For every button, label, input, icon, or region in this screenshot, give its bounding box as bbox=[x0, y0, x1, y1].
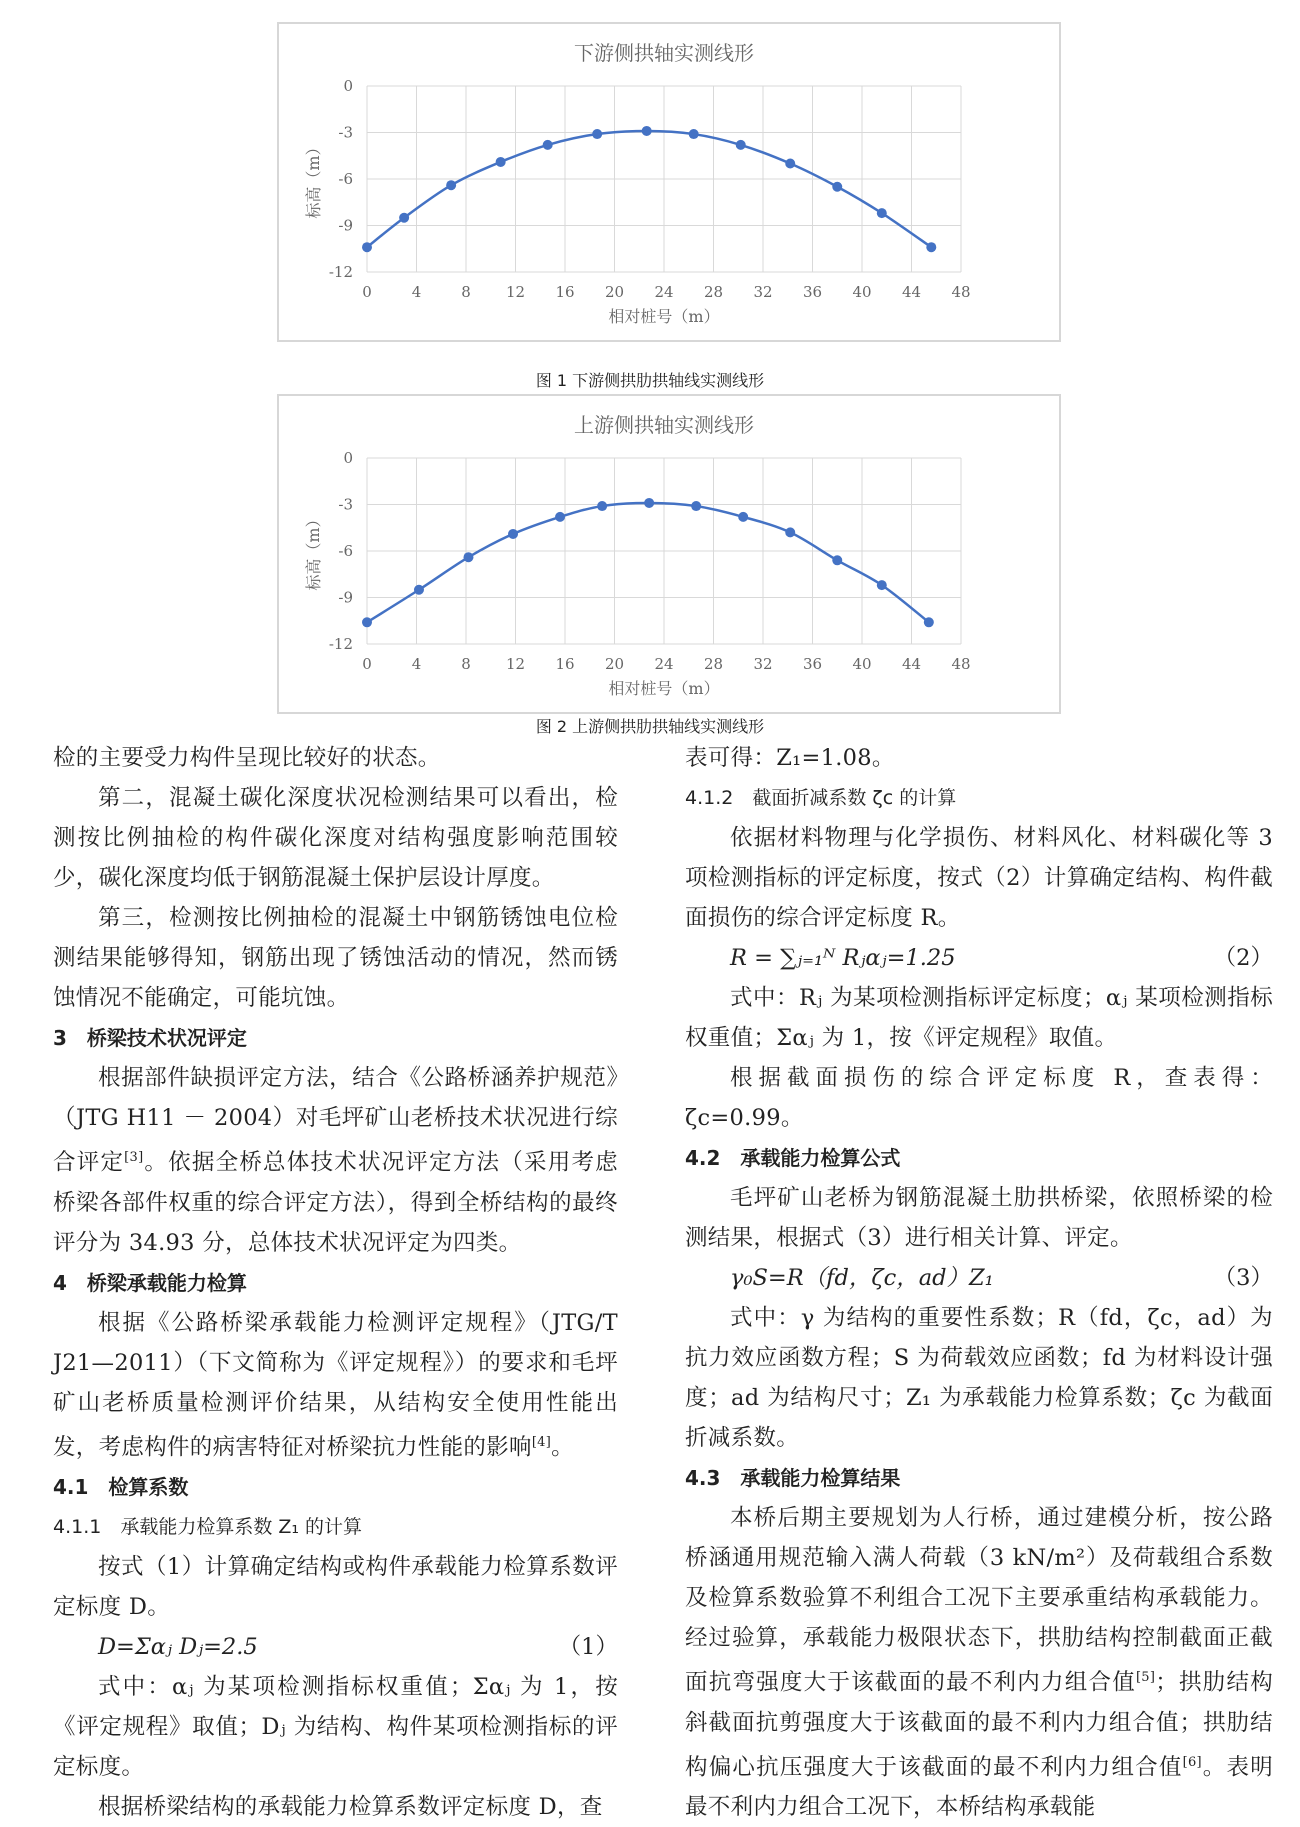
data-point bbox=[463, 552, 473, 562]
heading-text: 4.3 承载能力检算结果 bbox=[685, 1466, 901, 1490]
data-point bbox=[924, 617, 934, 627]
citation-ref: [5] bbox=[1135, 1670, 1156, 1685]
citation-ref: [3] bbox=[124, 1150, 144, 1165]
x-tick-label: 36 bbox=[802, 655, 823, 673]
y-tick-label: -12 bbox=[328, 263, 353, 281]
citation-ref: [4] bbox=[531, 1434, 552, 1450]
citation-ref: [6] bbox=[1182, 1754, 1202, 1770]
y-tick-label: -6 bbox=[338, 542, 353, 560]
x-tick-label: 28 bbox=[703, 283, 724, 301]
paragraph-text: 式中：γ 为结构的重要性系数；R（fd，ζc，ad）为抗力效应函数方程；S 为荷载效应函数；fd 为材料设计强度；ad 为结构尺寸；Z₁ 为承载能力检算系数；ζc 为截面折减系数。 bbox=[685, 1305, 1273, 1451]
data-point bbox=[877, 208, 887, 218]
x-tick-label: 28 bbox=[703, 655, 724, 673]
paragraph-text: 第三，检测按比例抽检的混凝土中钢筋锈蚀电位检测结果能够得知，钢筋出现了锈蚀活动的情况，然而锈蚀情况不能确定，可能坑蚀。 bbox=[53, 905, 618, 1011]
x-tick-label: 20 bbox=[604, 655, 625, 673]
paragraph-text: 。表明最不利内力组合工况下，本桥结构承载能 bbox=[685, 1754, 1273, 1820]
figure-1-caption: 图 1 下游侧拱肋拱轴线实测线形 bbox=[535, 371, 765, 390]
x-tick-label: 36 bbox=[802, 283, 823, 301]
chart-title: 下游侧拱轴实测线形 bbox=[574, 41, 754, 65]
data-point bbox=[785, 527, 795, 537]
data-point bbox=[543, 140, 553, 150]
x-tick-label: 44 bbox=[901, 283, 922, 301]
data-point bbox=[496, 157, 506, 167]
paragraph-text: ；拱肋结构斜截面抗剪强度大于该截面的最不利内力组合值；拱肋结构偏心抗压强度大于该截面的最不利内力组合值 bbox=[685, 1669, 1273, 1780]
figure-2-caption: 图 2 上游侧拱肋拱轴线实测线形 bbox=[535, 717, 765, 736]
paragraph-text: 检的主要受力构件呈现比较好的状态。 bbox=[53, 745, 441, 771]
heading-text: 4 桥梁承载能力检算 bbox=[53, 1270, 247, 1295]
x-tick-label: 40 bbox=[852, 655, 872, 673]
x-tick-label: 32 bbox=[753, 655, 773, 673]
paragraph bbox=[53, 1787, 618, 1827]
x-tick-label: 44 bbox=[901, 655, 922, 673]
equation bbox=[53, 1627, 618, 1667]
chart-title: 上游侧拱轴实测线形 bbox=[574, 413, 754, 437]
equation-number: （1） bbox=[558, 1634, 618, 1660]
y-tick-label: -12 bbox=[328, 635, 353, 653]
x-tick-label: 24 bbox=[654, 655, 674, 673]
data-point bbox=[508, 529, 518, 539]
x-tick-label: 40 bbox=[852, 283, 872, 301]
paragraph bbox=[685, 1178, 1273, 1258]
x-axis-label: 相对桩号（m） bbox=[608, 679, 720, 698]
paragraph-text: 表可得：Z₁=1.08。 bbox=[685, 745, 895, 771]
x-axis-label: 相对桩号（m） bbox=[608, 307, 720, 326]
data-point bbox=[832, 555, 842, 565]
equation-body: γ₀S=R（fd，ζc，ad）Z₁ bbox=[730, 1265, 994, 1291]
data-point bbox=[877, 580, 887, 590]
data-point bbox=[738, 512, 748, 522]
paragraph-text: 毛坪矿山老桥为钢筋混凝土肋拱桥梁，依照桥梁的检测结果，根据式（3）进行相关计算、评定。 bbox=[685, 1185, 1273, 1251]
paragraph bbox=[53, 1667, 618, 1787]
left-text-column bbox=[53, 738, 618, 1827]
paragraph-text: 式中：αⱼ 为某项检测指标权重值；Σαⱼ 为 1，按《评定规程》取值；Dⱼ 为结构、构件某项检测指标的评定标度。 bbox=[53, 1674, 618, 1780]
paragraph bbox=[53, 738, 618, 778]
heading-text: 4.1.2 截面折减系数 ζc 的计算 bbox=[685, 787, 957, 809]
heading-text: 4.2 承载能力检算公式 bbox=[685, 1146, 901, 1170]
y-tick-label: 0 bbox=[343, 449, 353, 467]
paragraph bbox=[53, 1058, 618, 1263]
y-tick-label: -9 bbox=[338, 216, 353, 235]
data-point bbox=[362, 617, 372, 627]
y-tick-label: -3 bbox=[338, 495, 353, 514]
equation-body: R = ∑ⱼ₌₁ᴺ Rⱼαⱼ=1.25 bbox=[730, 945, 956, 971]
heading-text: 4.1 检算系数 bbox=[53, 1475, 189, 1499]
heading-text: 4.1.1 承载能力检算系数 Z₁ 的计算 bbox=[53, 1516, 363, 1538]
paragraph-text: 根据部件缺损评定方法，结合《公路桥涵养护规范》（JTG H11 － 2004）对毛坪矿山老桥技术状况进行综合评定 bbox=[53, 1065, 618, 1176]
data-point bbox=[555, 512, 565, 522]
paragraph bbox=[685, 738, 1273, 778]
heading-text: 3 桥梁技术状况评定 bbox=[53, 1026, 247, 1050]
x-tick-label: 16 bbox=[555, 283, 575, 301]
chart-1-svg bbox=[279, 24, 1059, 340]
paragraph-text: 式中：Rⱼ 为某项检测指标评定标度；αⱼ 某项检测指标权重值；Σαⱼ 为 1，按《评定规程》取值。 bbox=[685, 985, 1273, 1051]
x-tick-label: 48 bbox=[951, 655, 971, 673]
paragraph-text: 依据材料物理与化学损伤、材料风化、材料碳化等 3 项检测指标的评定标度，按式（2）计算确定结构、构件截面损伤的综合评定标度 R。 bbox=[685, 825, 1273, 931]
data-point bbox=[592, 129, 602, 139]
paragraph-text: 按式（1）计算确定结构或构件承载能力检算系数评定标度 D。 bbox=[53, 1554, 618, 1620]
data-point bbox=[689, 129, 699, 139]
section-heading bbox=[53, 1018, 618, 1058]
x-tick-label: 12 bbox=[505, 655, 526, 673]
section-heading bbox=[53, 1507, 618, 1547]
paragraph bbox=[685, 978, 1273, 1058]
x-tick-label: 8 bbox=[461, 655, 471, 673]
x-tick-label: 0 bbox=[362, 655, 372, 673]
paragraph bbox=[685, 1498, 1273, 1827]
paragraph-text: 根据桥梁结构的承载能力检算系数评定标度 D，查 bbox=[98, 1794, 603, 1820]
x-tick-label: 4 bbox=[411, 655, 422, 673]
paragraph bbox=[53, 898, 618, 1018]
equation bbox=[685, 938, 1273, 978]
data-point bbox=[785, 159, 795, 169]
data-point bbox=[642, 126, 652, 136]
x-tick-label: 0 bbox=[362, 283, 372, 301]
paragraph-text: 。依据全桥总体技术状况评定方法（采用考虑桥梁各部件权重的综合评定方法），得到全桥结构的最终评分为 34.93 分，总体技术状况评定为四类。 bbox=[53, 1149, 618, 1256]
y-tick-label: -6 bbox=[338, 170, 353, 188]
equation-body: D=Σαⱼ Dⱼ=2.5 bbox=[98, 1634, 258, 1660]
x-tick-label: 24 bbox=[654, 283, 674, 301]
section-heading bbox=[685, 1458, 1273, 1498]
x-tick-label: 12 bbox=[505, 283, 526, 301]
data-point bbox=[597, 501, 607, 511]
paragraph bbox=[53, 1303, 618, 1468]
section-heading bbox=[53, 1263, 618, 1303]
equation-number: （3） bbox=[1213, 1265, 1273, 1291]
paragraph-text: 根据《公路桥梁承载能力检测评定规程》（JTG/T J21—2011）（下文简称为《评定规程》）的要求和毛坪矿山老桥质量检测评价结果，从结构安全使用性能出发，考虑构件的病害特征对桥梁抗力性能的影响 bbox=[53, 1309, 618, 1460]
paragraph bbox=[685, 1058, 1273, 1138]
section-heading bbox=[685, 1138, 1273, 1178]
y-tick-label: -3 bbox=[338, 123, 353, 142]
equation bbox=[685, 1258, 1273, 1298]
x-tick-label: 20 bbox=[604, 283, 625, 301]
data-point bbox=[832, 182, 842, 192]
y-axis-label: 标高（m） bbox=[304, 139, 323, 219]
data-point bbox=[446, 180, 456, 190]
y-tick-label: 0 bbox=[343, 77, 353, 95]
paragraph bbox=[685, 818, 1273, 938]
x-tick-label: 8 bbox=[461, 283, 471, 301]
data-point bbox=[362, 242, 372, 252]
paragraph-text: 根据截面损伤的综合评定标度 R，查表得：ζc=0.99。 bbox=[685, 1065, 1273, 1131]
paragraph-text: 第二，混凝土碳化深度状况检测结果可以看出，检测按比例抽检的构件碳化深度对结构强度影响范围较少，碳化深度均低于钢筋混凝土保护层设计厚度。 bbox=[53, 785, 618, 891]
figure-2-chart bbox=[277, 394, 1061, 714]
right-text-column bbox=[685, 738, 1273, 1827]
paragraph-text: 本桥后期主要规划为人行桥，通过建模分析，按公路桥涵通用规范输入满人荷载（3 kN/m²）及荷载组合系数及检算系数验算不利组合工况下主要承重结构承载能力。经过验算，承载能力极限状态下，拱肋结构控制截面正截面抗弯强度大于该截面的最不利内力组合值 bbox=[685, 1505, 1273, 1696]
data-point bbox=[691, 501, 701, 511]
x-tick-label: 48 bbox=[951, 283, 971, 301]
section-heading bbox=[685, 778, 1273, 818]
data-point bbox=[399, 213, 409, 223]
chart-2-svg bbox=[279, 396, 1059, 712]
equation-number: （2） bbox=[1213, 945, 1273, 971]
figure-1-chart bbox=[277, 22, 1061, 342]
x-tick-label: 16 bbox=[555, 655, 575, 673]
series-line bbox=[367, 503, 929, 622]
data-point bbox=[644, 498, 654, 508]
data-point bbox=[736, 140, 746, 150]
section-heading bbox=[53, 1467, 618, 1507]
paragraph bbox=[53, 778, 618, 898]
x-tick-label: 32 bbox=[753, 283, 773, 301]
y-axis-label: 标高（m） bbox=[304, 511, 323, 591]
x-tick-label: 4 bbox=[411, 283, 422, 301]
data-point bbox=[926, 242, 936, 252]
data-point bbox=[414, 585, 424, 595]
y-tick-label: -9 bbox=[338, 588, 353, 607]
paragraph bbox=[685, 1298, 1273, 1458]
paragraph-text: 。 bbox=[551, 1434, 574, 1460]
paragraph bbox=[53, 1547, 618, 1627]
